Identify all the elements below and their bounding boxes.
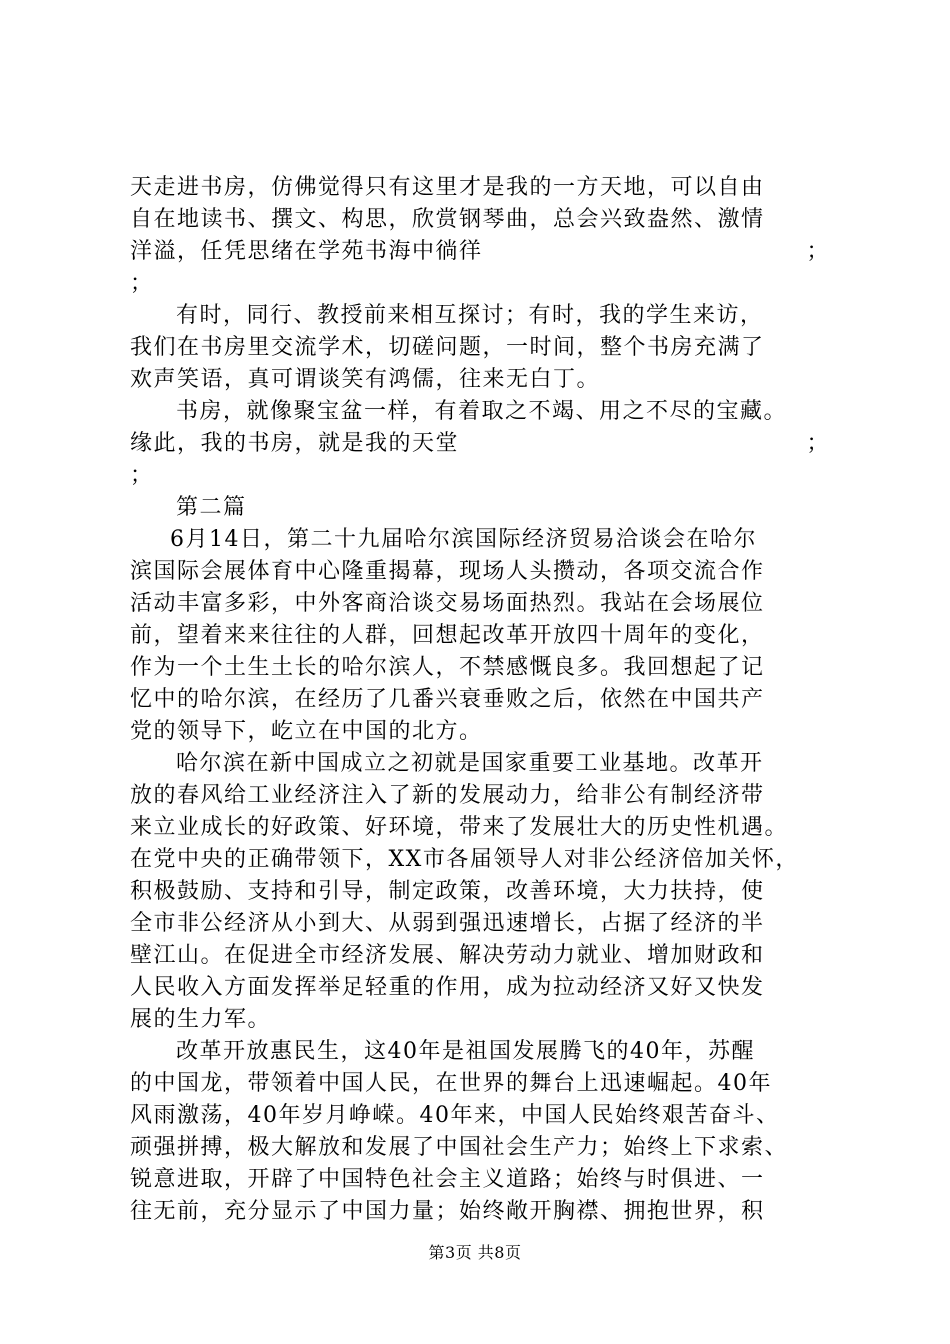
paragraph-start-line: 书房，就像聚宝盆一样，有着取之不竭、用之不尽的宝藏。: [176, 399, 788, 424]
page-number-footer: 第3页 共8页: [428, 1243, 522, 1262]
text-line: 积极鼓励、支持和引导，制定政策，改善环境，大力扶持，使: [130, 879, 765, 904]
paragraph-start-line: 改革开放惠民生，这40年是祖国发展腾飞的40年，苏醒: [176, 1039, 755, 1064]
text-line: 顽强拼搏，极大解放和发展了中国社会生产力；始终上下求索、: [130, 1135, 789, 1160]
text-line: 欢声笑语，真可谓谈笑有鸿儒，往来无白丁。: [130, 367, 601, 392]
trailing-semicolon: ；: [806, 239, 830, 264]
text-line: 作为一个土生土长的哈尔滨人，不禁感慨良多。我回想起了记: [130, 655, 765, 680]
text-line: 放的春风给工业经济注入了新的发展动力，给非公有制经济带: [130, 783, 765, 808]
text-line: 忆中的哈尔滨，在经历了几番兴衰垂败之后，依然在中国共产: [130, 687, 765, 712]
section-heading: 第二篇: [176, 495, 247, 520]
text-line: 洋溢，任凭思绪在学苑书海中徜徉 ；: [130, 236, 830, 268]
paragraph-start-line: 哈尔滨在新中国成立之初就是国家重要工业基地。改革开: [176, 751, 764, 776]
text-line: 活动丰富多彩，中外客商洽谈交易场面热烈。我站在会场展位: [130, 591, 765, 616]
text-line: 缘此，我的书房，就是我的天堂 ；: [130, 428, 830, 460]
text-line: ；: [130, 463, 154, 488]
document-body: [130, 172, 830, 1228]
text-line: 天走进书房，仿佛觉得只有这里才是我的一方天地，可以自由: [130, 175, 765, 200]
text-line: 展的生力军。: [130, 1007, 272, 1032]
text-line: 往无前，充分显示了中国力量；始终敞开胸襟、拥抱世界，积: [130, 1199, 765, 1224]
text-line: 人民收入方面发挥举足轻重的作用，成为拉动经济又好又快发: [130, 975, 765, 1000]
paragraph-start-line: 有时，同行、教授前来相互探讨；有时，我的学生来访，: [176, 303, 764, 328]
text-line: 党的领导下，屹立在中国的北方。: [130, 719, 483, 744]
text-line: 风雨激荡，40年岁月峥嵘。40年来，中国人民始终艰苦奋斗、: [130, 1103, 780, 1128]
text-line: 的中国龙，带领着中国人民，在世界的舞台上迅速崛起。40年: [130, 1071, 772, 1096]
text-line: 壁江山。在促进全市经济发展、解决劳动力就业、增加财政和: [130, 943, 765, 968]
text-line: 前，望着来来往往的人群，回想起改革开放四十周年的变化，: [130, 623, 765, 648]
paragraph-start-line: 6月14日，第二十九届哈尔滨国际经济贸易洽谈会在哈尔: [170, 527, 757, 552]
text-line: 全市非公经济从小到大、从弱到强迅速增长，占据了经济的半: [130, 911, 765, 936]
text-line: 在党中央的正确带领下，XX市各届领导人对非公经济倍加关怀，: [130, 847, 799, 872]
text-line: 锐意进取，开辟了中国特色社会主义道路；始终与时俱进、一: [130, 1167, 765, 1192]
text-line: 我们在书房里交流学术，切磋问题，一时间，整个书房充满了: [130, 335, 765, 360]
trailing-semicolon: ；: [806, 431, 830, 456]
text-line: ；: [130, 271, 154, 296]
text-line: 滨国际会展体育中心隆重揭幕，现场人头攒动，各项交流合作: [130, 559, 765, 584]
text-line: 自在地读书、撰文、构思，欣赏钢琴曲，总会兴致盎然、激情: [130, 207, 765, 232]
text-line: 来立业成长的好政策、好环境，带来了发展壮大的历史性机遇。: [130, 815, 789, 840]
